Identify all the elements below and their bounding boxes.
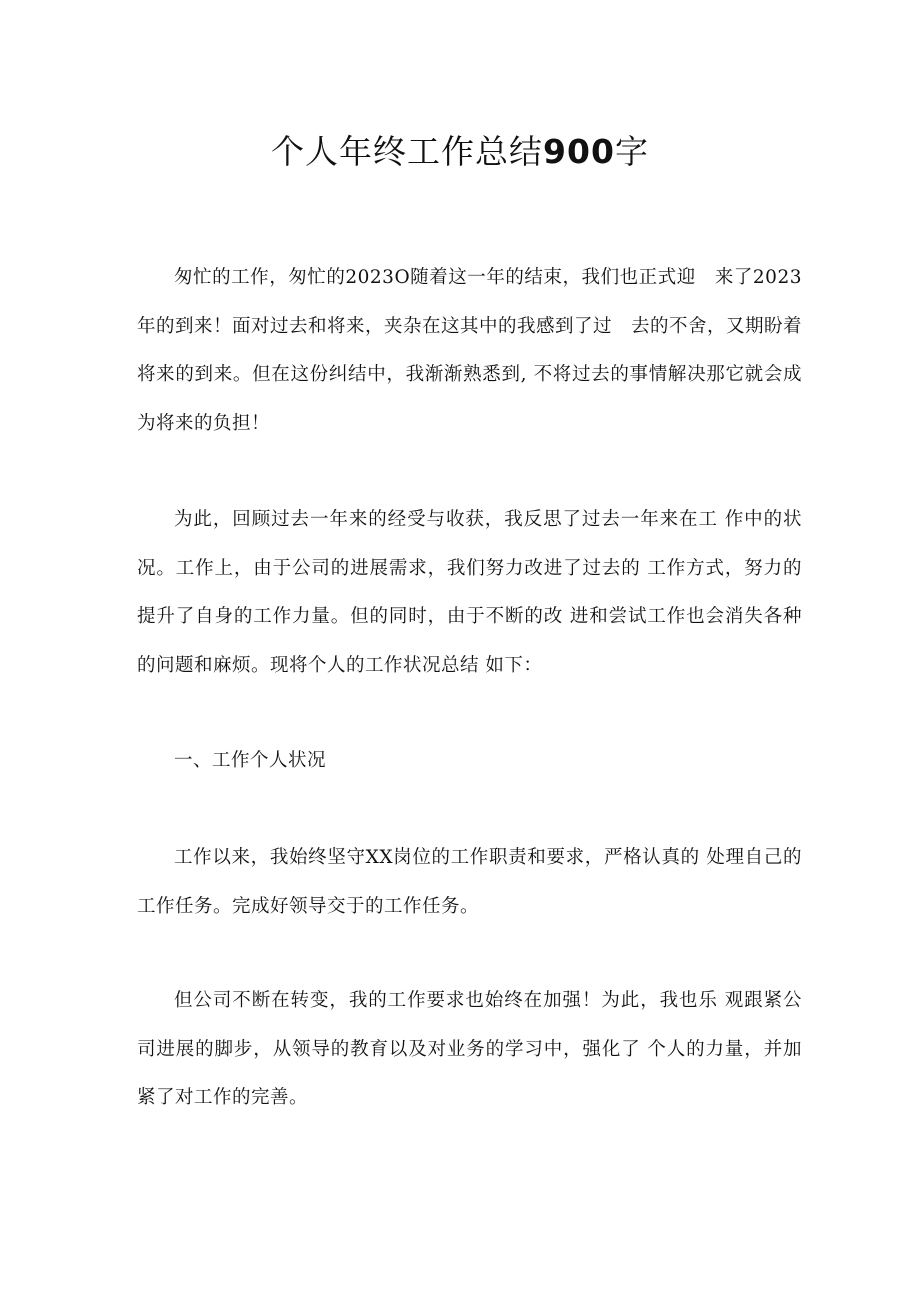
title-suffix: 字 [614,132,649,171]
paragraph-intro: 匆忙的工作，匆忙的2023O随着这一年的结束，我们也正式迎 来了2023年的到来！面对过去和将来，夹杂在这其中的我感到了过 去的不舍，又期盼着将来的到来。但在这份纠结中，我渐渐熟悉到, 不将过去的事情解决那它就会成为将来的负担！ [137,267,803,434]
section-heading: 一、工作个人状况 [174,750,327,771]
document-title [0,128,920,176]
paragraph-duties: 工作以来，我始终坚守XX岗位的工作职责和要求，严格认真的 处理自己的工作任务。完成好领导交于的工作任务。 [137,847,802,917]
title-number: 900 [543,132,615,171]
paragraph-review: 为此，回顾过去一年来的经受与收获，我反思了过去一年来在工 作中的状况。工作上，由于公司的进展需求，我们努力改进了过去的 工作方式，努力的提升了自身的工作力量。但的同时，由于不断的改 进和尝试工作也会消失各种的问题和麻烦。现将个人的工作状况总结 如下： [137,509,802,676]
paragraph-improvement: 但公司不断在转变，我的工作要求也始终在加强！为此，我也乐 观跟紧公司进展的脚步，从领导的教育以及对业务的学习中，强化了 个人的力量，并加紧了对工作的完善。 [137,990,802,1108]
title-prefix: 个人年终工作总结 [271,132,544,171]
